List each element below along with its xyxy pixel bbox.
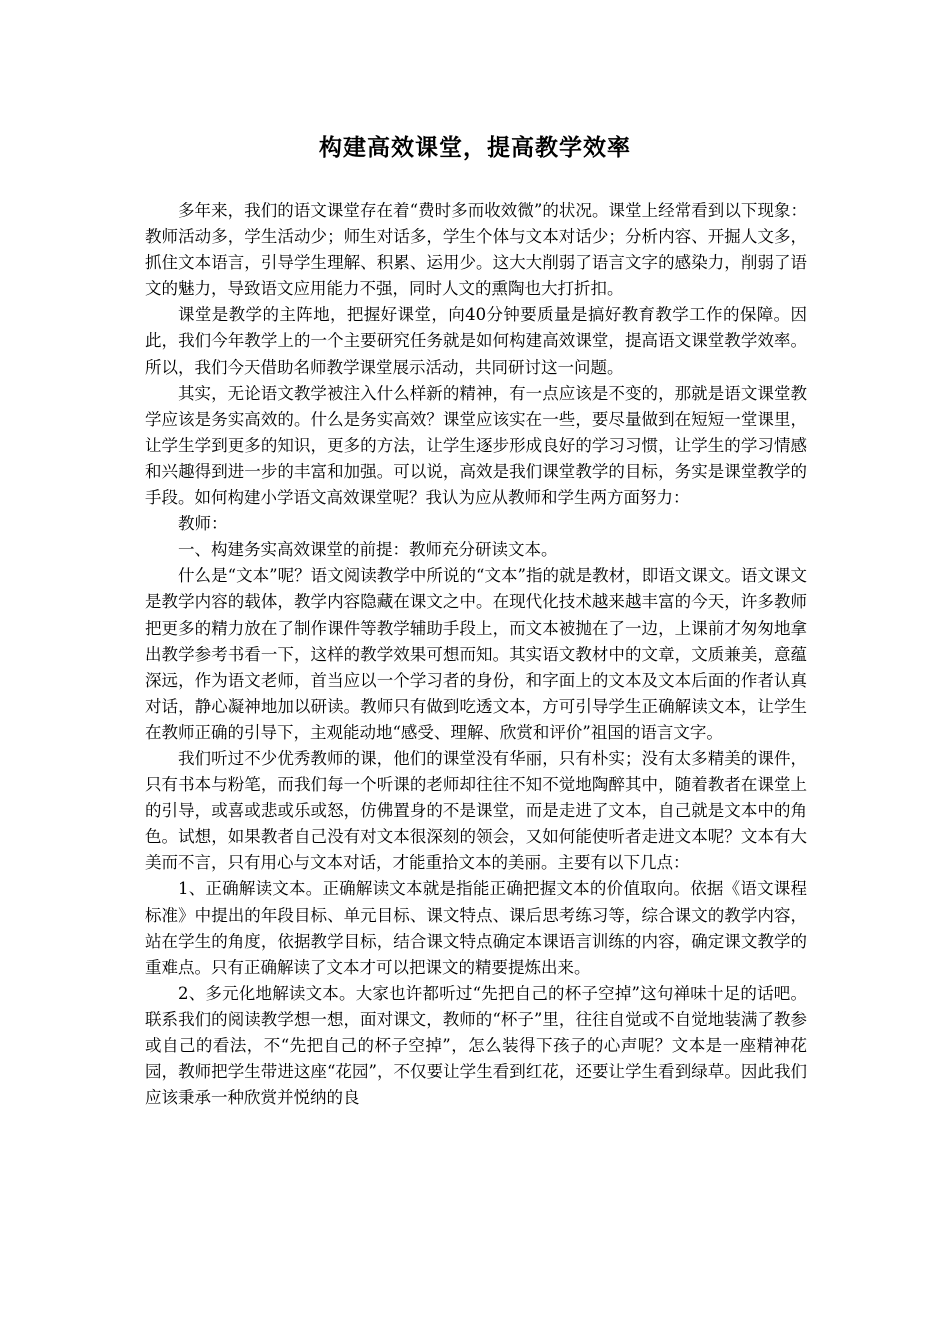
paragraph: 其实，无论语文教学被注入什么样新的精神，有一点应该是不变的，那就是语文课堂教学应该是务实高效的。什么是务实高效？课堂应该实在一些，要尽量做到在短短一堂课里，让学生学到更多的知识，更多的方法，让学生逐步形成良好的学习习惯，让学生的学习情感和兴趣得到进一步的丰富和加强。可以说，高效是我们课堂教学的目标，务实是课堂教学的手段。如何构建小学语文高效课堂呢？我认为应从教师和学生两方面努力： <box>145 383 807 508</box>
paragraph: 教师： <box>178 514 228 534</box>
paragraph: 2、多元化地解读文本。大家也许都听过“先把自己的杯子空掉”这句禅味十足的话吧。联系我们的阅读教学想一想，面对课文，教师的“杯子”里，往往自觉或不自觉地装满了教参或自己的看法，不“先把自己的杯子空掉”，怎么装得下孩子的心声呢？文本是一座精神花园，教师把学生带进这座“花园”，不仅要让学生看到红花，还要让学生看到绿草。因此我们应该秉承一种欣赏并悦纳的良 <box>145 983 807 1108</box>
paragraph: 课堂是教学的主阵地，把握好课堂，向40分钟要质量是搞好教育教学工作的保障。因此，我们今年教学上的一个主要研究任务就是如何构建高效课堂，提高语文课堂教学效率。所以，我们今天借助名师教学课堂展示活动，共同研讨这一问题。 <box>145 305 807 377</box>
paragraph: 一、构建务实高效课堂的前提：教师充分研读文本。 <box>178 540 558 560</box>
paragraph: 什么是“文本”呢？语文阅读教学中所说的“文本”指的就是教材，即语文课文。语文课文是教学内容的载体，教学内容隐藏在课文之中。在现代化技术越来越丰富的今天，许多教师把更多的精力放在了制作课件等教学辅助手段上，而文本被抛在了一边，上课前才匆匆地拿出教学参考书看一下，这样的教学效果可想而知。其实语文教材中的文章，文质兼美，意蕴深远，作为语文老师，首当应以一个学习者的身份，和字面上的文本及文本后面的作者认真对话，静心凝神地加以研读。教师只有做到吃透文本，方可引导学生正确解读文本，让学生在教师正确的引导下，主观能动地“感受、理解、欣赏和评价”祖国的语言文字。 <box>145 566 807 742</box>
paragraph: 我们听过不少优秀教师的课，他们的课堂没有华丽，只有朴实；没有太多精美的课件，只有书本与粉笔，而我们每一个听课的老师却往往不知不觉地陶醉其中，随着教者在课堂上的引导，或喜或悲或乐或怒，仿佛置身的不是课堂，而是走进了文本，自己就是文本中的角色。试想，如果教者自己没有对文本很深刻的领会，又如何能使听者走进文本呢？文本有大美而不言，只有用心与文本对话，才能重拾文本的美丽。主要有以下几点： <box>145 748 807 873</box>
paragraph: 多年来，我们的语文课堂存在着“费时多而收效微”的状况。课堂上经常看到以下现象：教师活动多，学生活动少；师生对话多，学生个体与文本对话少；分析内容、开掘人文多，抓住文本语言，引导学生理解、积累、运用少。这大大削弱了语言文字的感染力，削弱了语文的魅力，导致语文应用能力不强，同时人文的熏陶也大打折扣。 <box>145 201 807 299</box>
paragraph: 1、正确解读文本。正确解读文本就是指能正确把握文本的价值取向。依据《语文课程标准》中提出的年段目标、单元目标、课文特点、课后思考练习等，综合课文的教学内容，站在学生的角度，依据教学目标，结合课文特点确定本课语言训练的内容，确定课文教学的重难点。只有正确解读了文本才可以把课文的精要提炼出来。 <box>145 879 807 977</box>
document-body <box>145 198 807 1111</box>
document-title: 构建高效课堂，提高教学效率 <box>319 135 631 161</box>
